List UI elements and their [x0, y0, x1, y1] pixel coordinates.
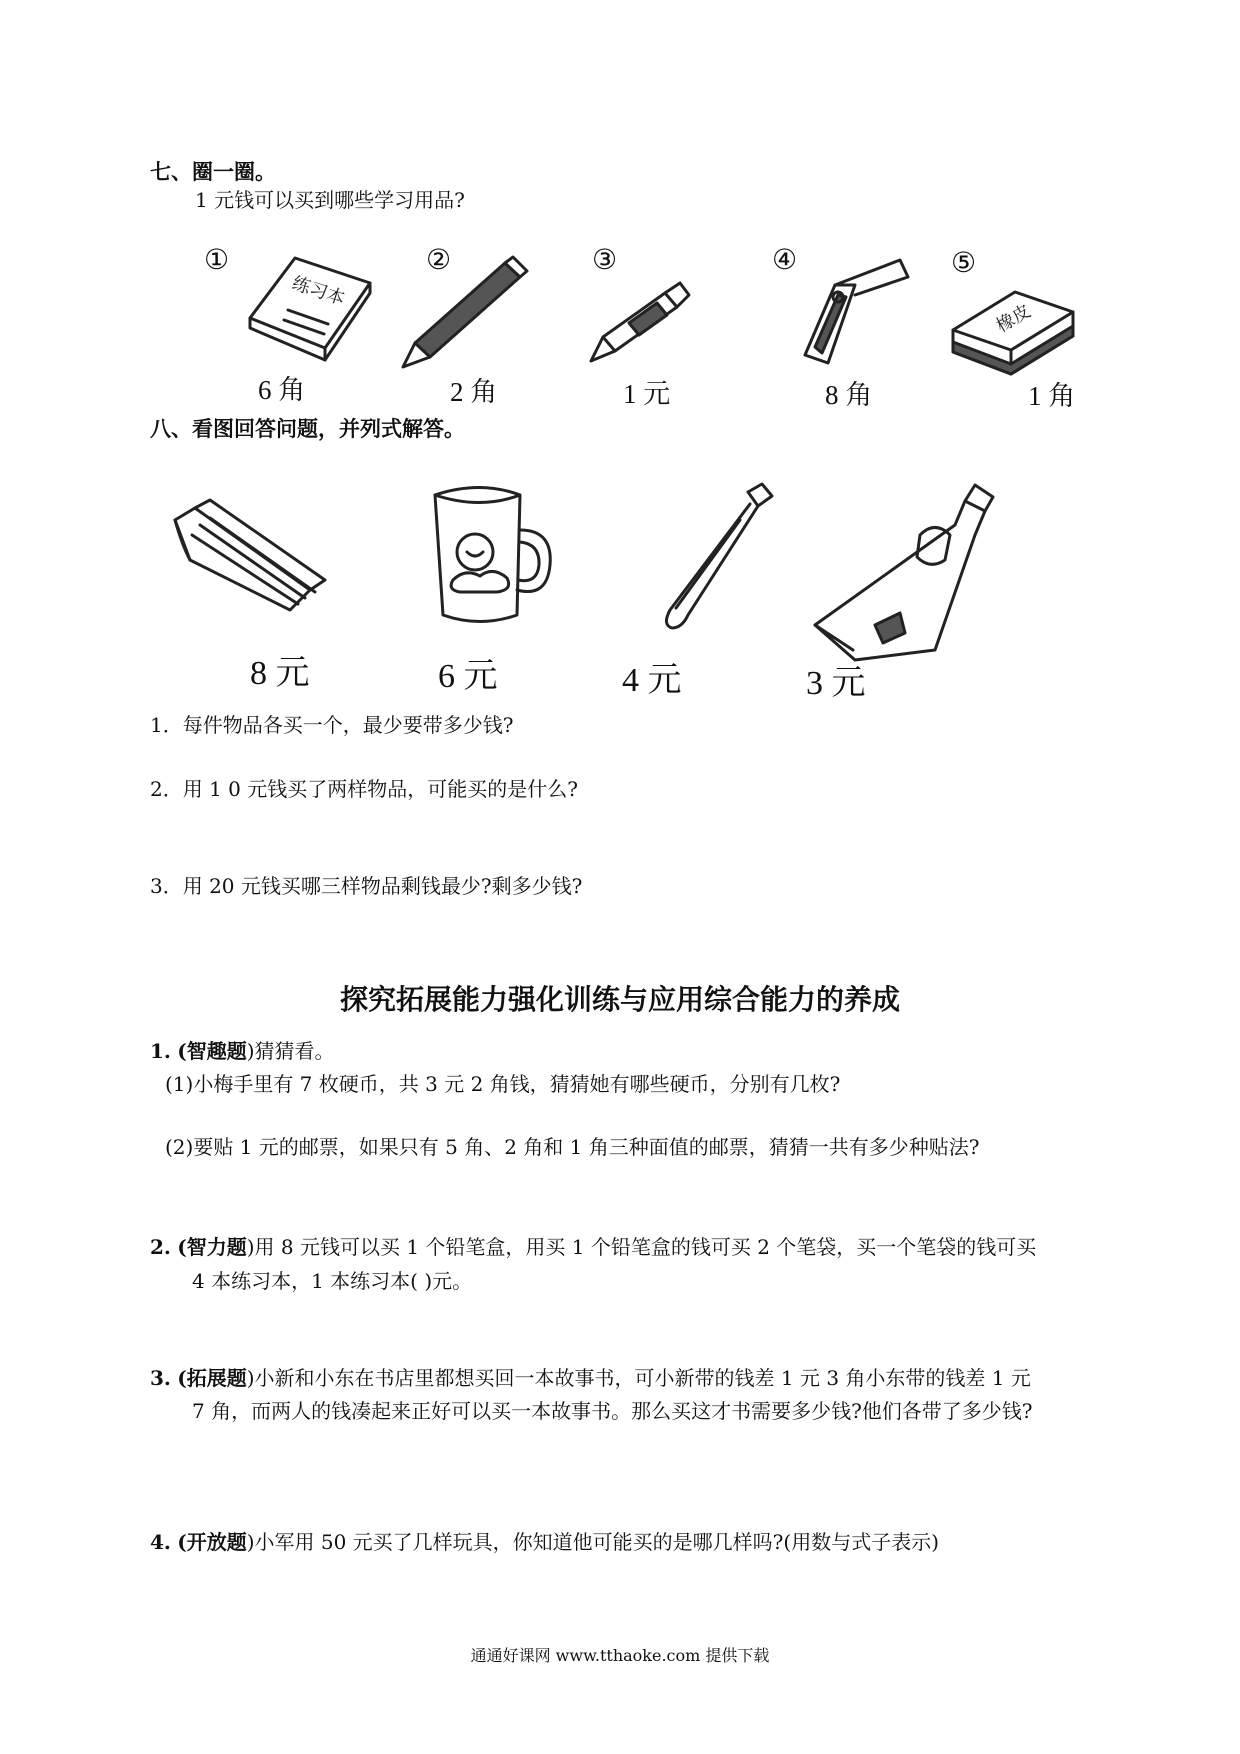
eraser-icon[interactable] [945, 282, 1085, 382]
problem-2-number: 2. [150, 1235, 171, 1259]
item-number-1: ① [204, 243, 230, 276]
item-number-3: ③ [592, 243, 618, 276]
problem-1-sub1: (1)小梅手里有 7 枚硬币，共 3 元 2 角钱，猜猜她有哪些硬币，分别有几枚? [165, 1072, 841, 1096]
problem-2-line2: 4 本练习本，1 本练习本( )元。 [192, 1269, 473, 1293]
toothpaste-icon[interactable] [805, 475, 1005, 665]
cup-icon[interactable] [425, 480, 565, 630]
problem-4-tag: (开放题 [177, 1530, 247, 1554]
problem-3-text: )小新和小东在书店里都想买回一本故事书，可小新带的钱差 1 元 3 角小东带的钱差 1 元 [246, 1366, 1031, 1390]
explore-title: 探究拓展能力强化训练与应用综合能力的养成 [339, 983, 900, 1016]
problem-1-tag: (智趣题 [177, 1039, 247, 1063]
pen-icon[interactable] [585, 275, 695, 370]
section8-title: 八、看图回答问题，并列式解答。 [150, 416, 465, 441]
item-number-2: ② [426, 243, 452, 276]
problem-1-number: 1. [150, 1039, 171, 1063]
toothbrush-icon[interactable] [640, 480, 780, 640]
problem-1-text: )猜猜看。 [246, 1039, 335, 1063]
problem-1-sub2: (2)要贴 1 元的邮票，如果只有 5 角、2 角和 1 角三种面值的邮票，猜猜一共有多少种贴法? [165, 1135, 980, 1159]
problem-2-text: )用 8 元钱可以买 1 个铅笔盒，用买 1 个铅笔盒的钱可买 2 个笔袋，买一个笔袋的钱可买 [246, 1235, 1037, 1259]
problem-3 [150, 1364, 1031, 1392]
price-toothpaste: 3 元 [806, 665, 866, 702]
section7-title: 七、圈一圈。 [150, 159, 276, 184]
notebook-icon[interactable] [240, 248, 380, 368]
price-pencil: 2 角 [450, 377, 498, 407]
price-towel: 8 元 [250, 655, 310, 692]
problem-2 [150, 1233, 1036, 1261]
price-notebook: 6 角 [258, 375, 306, 405]
price-toothbrush: 4 元 [622, 662, 682, 699]
eraser-label: 橡皮 [992, 300, 1035, 337]
price-cup: 6 元 [438, 658, 498, 695]
section8-question-2: 2．用 1 0 元钱买了两样物品，可能买的是什么? [150, 777, 578, 801]
section8-question-1: 1．每件物品各买一个，最少要带多少钱? [150, 713, 514, 737]
section8-question-3: 3．用 20 元钱买哪三样物品剩钱最少?剩多少钱? [150, 874, 583, 898]
problem-4-text: )小军用 50 元买了几样玩具，你知道他可能买的是哪几样吗?(用数与式子表示) [246, 1530, 940, 1554]
problem-1 [150, 1037, 335, 1065]
problem-3-number: 3. [150, 1366, 171, 1390]
price-eraser: 1 角 [1028, 381, 1076, 411]
pencil-sharpener-icon[interactable] [790, 255, 920, 375]
price-sharpener: 8 角 [825, 380, 873, 410]
problem-3-line2: 7 角，而两人的钱凑起来正好可以买一本故事书。那么买这才书需要多少钱?他们各带了多少钱? [192, 1399, 1033, 1423]
problem-4-number: 4. [150, 1530, 171, 1554]
price-pen: 1 元 [623, 379, 671, 409]
item-number-5: ⑤ [951, 246, 977, 279]
pencil-icon[interactable] [395, 255, 535, 375]
footer-credit: 通通好课网 www.tthaoke.com 提供下载 [470, 1646, 770, 1665]
notebook-label: 练习本 [289, 272, 348, 310]
problem-2-tag: (智力题 [177, 1235, 247, 1259]
section7-question: 1 元钱可以买到哪些学习用品? [195, 188, 465, 212]
problem-4 [150, 1528, 939, 1556]
item-number-4: ④ [772, 243, 798, 276]
towel-icon[interactable] [170, 480, 340, 625]
problem-3-tag: (拓展题 [177, 1366, 247, 1390]
